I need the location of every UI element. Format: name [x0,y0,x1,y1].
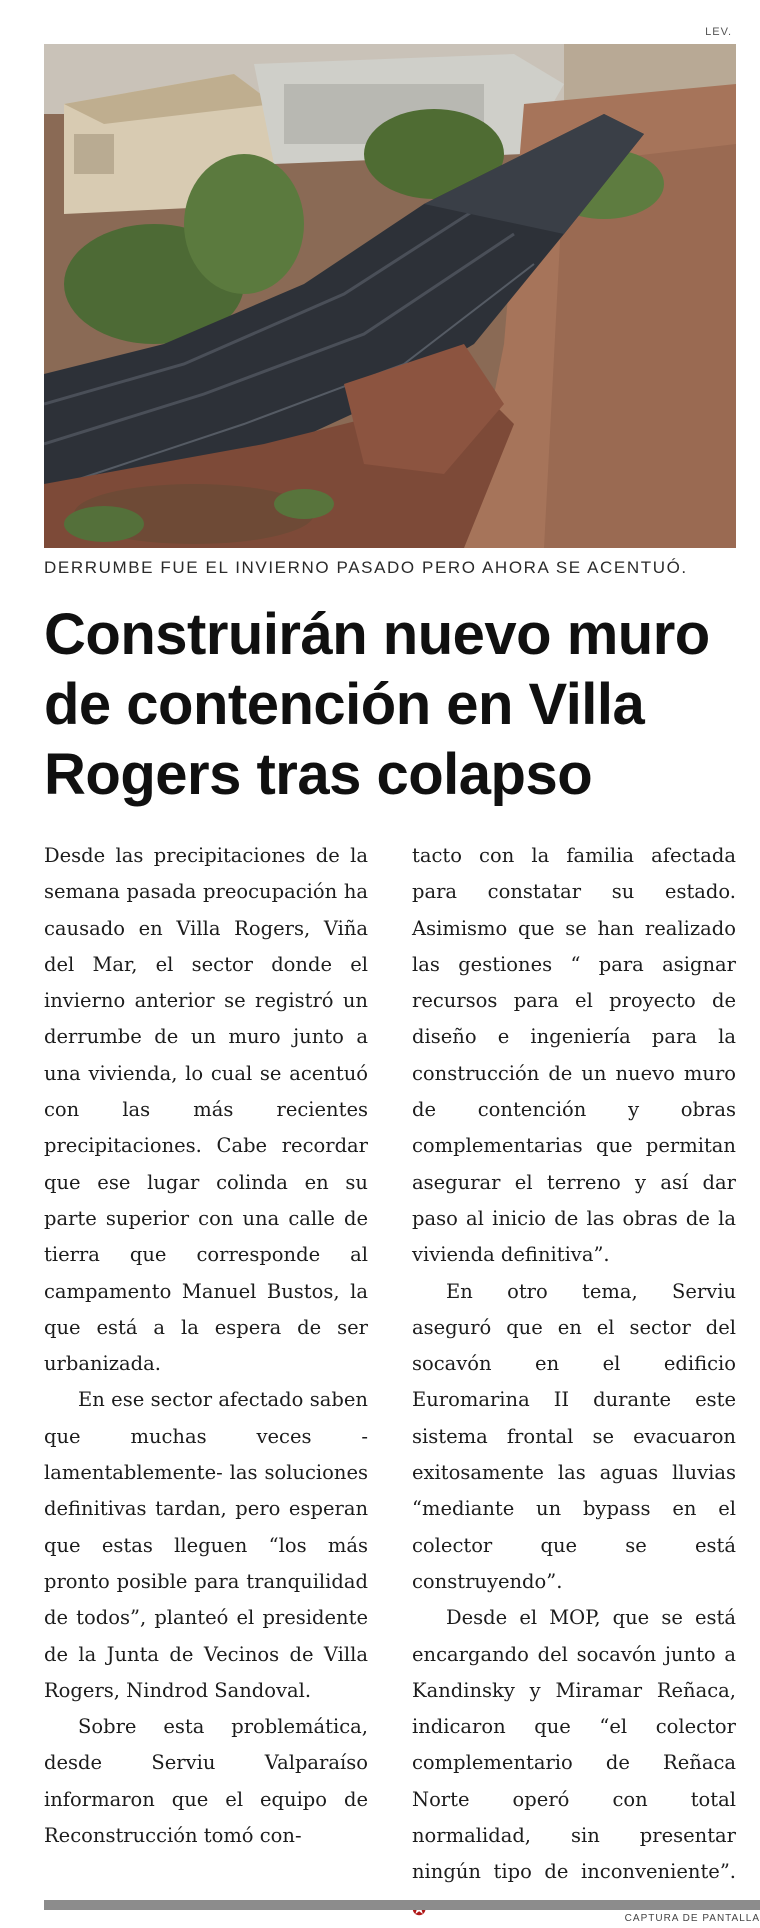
article-column-left [44,838,368,1928]
footer-bar [44,1900,760,1910]
photo-caption: DERRUMBE FUE EL INVIERNO PASADO PERO AHORA SE ACENTUÓ. [44,558,688,577]
paragraph-text: Desde el MOP, que se está encargando del socavón junto a Kandinsky y Miramar Reñaca, indicaron que “el colector complementario de Reñaca Norte operó con total normalidad, sin presentar ningún tipo de inconveniente”. [412,1606,736,1884]
landslide-photo-illustration [44,44,736,548]
paragraph: Desde las precipitaciones de la semana pasada preocupación ha causado en Villa Rogers, Viña del Mar, el sector donde el invierno anterior se registró un derrumbe de un muro junto a una vivienda, lo cual se acentuó con las más recientes precipitaciones. Cabe recordar que ese lugar colinda en su parte superior con una calle de tierra que corresponde al campamento Manuel Bustos, la que está a la espera de ser urbanizada. [44,844,368,1376]
paragraph [412,1600,736,1928]
page-label: LEV. [705,26,732,38]
headline: Construirán nuevo muro de contención en Villa Rogers tras colapso [44,602,710,807]
paragraph: Sobre esta problemática, desde Serviu Valparaíso informaron que el equipo de Reconstrucción tomó con- [44,1715,368,1848]
paragraph: tacto con la familia afectada para constatar su estado. Asimismo que se han realizado las gestiones “ para asignar recursos para el proyecto de diseño e ingeniería para la construcción de un nuevo muro de contención y obras complementarias que permitan asegurar el terreno y así dar paso al inicio de las obras de la vivienda definitiva”. [412,844,736,1267]
paragraph: En otro tema, Serviu aseguró que en el sector del socavón en el edificio Euromarina II durante este sistema frontal se evacuaron exitosamente las aguas lluvias “mediante un bypass en el colector que se está construyendo”. [412,1279,736,1593]
footer-label: CAPTURA DE PANTALLA [624,1913,760,1924]
paragraph: En ese sector afectado saben que muchas veces -lamentablemente- las soluciones definitivas tardan, pero esperan que estas lleguen “los más pronto posible para tranquilidad de todos”, planteó el presidente de la Junta de Vecinos de Villa Rogers, Nindrod Sandoval. [44,1388,368,1702]
article-body [44,838,736,1928]
article-column-right [412,838,736,1928]
article-photo [44,44,736,548]
